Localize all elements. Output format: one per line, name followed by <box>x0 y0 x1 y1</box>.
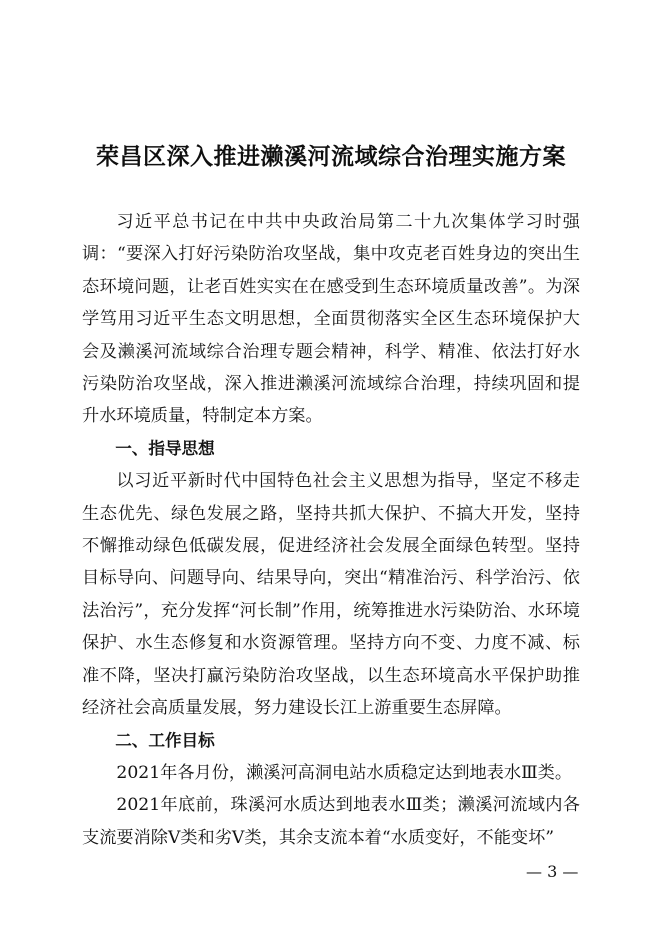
section-heading-guiding-ideology: 一、指导思想 <box>115 438 215 458</box>
document-title: 荣昌区深入推进濑溪河流域综合治理实施方案 <box>96 144 566 170</box>
document-body <box>82 206 580 854</box>
work-goals-paragraph-1: 2021年各月份，濑溪河高洞电站水质稳定达到地表水Ⅲ类。 <box>116 762 573 783</box>
page-number: — 3 — <box>526 862 579 881</box>
work-goals-paragraph-2: 2021年底前，珠溪河水质达到地表水Ⅲ类；濑溪河流域内各支流要消除Ⅴ类和劣Ⅴ类，其余支流本着“水质变好，不能变坏” <box>82 795 580 848</box>
intro-paragraph: 习近平总书记在中共中央政治局第二十九次集体学习时强调：“要深入打好污染防治攻坚战，集中攻克老百姓身边的突出生态环境问题，让老百姓实实在在感受到生态环境质量改善”。为深学笃用习近平生态文明思想，全面贯彻落实全区生态环境保护大会及濑溪河流域综合治理专题会精神，科学、精准、依法打好水污染防治攻坚战，深入推进濑溪河流域综合治理，持续巩固和提升水环境质量，特制定本方案。 <box>82 212 580 427</box>
guiding-ideology-paragraph: 以习近平新时代中国特色社会主义思想为指导，坚定不移走生态优先、绿色发展之路，坚持共抓大保护、不搞大开发，坚持不懈推动绿色低碳发展，促进经济社会发展全面绿色转型。坚持目标导向、问题导向、结果导向，突出“精准治污、科学治污、依法治污”，充分发挥“河长制”作用，统筹推进水污染防治、水环境保护、水生态修复和水资源管理。坚持方向不变、力度不减、标准不降，坚决打赢污染防治攻坚战，以生态环境高水平保护助推经济社会高质量发展，努力建设长江上游重要生态屏障。 <box>82 471 580 719</box>
section-heading-work-goals: 二、工作目标 <box>115 730 215 750</box>
